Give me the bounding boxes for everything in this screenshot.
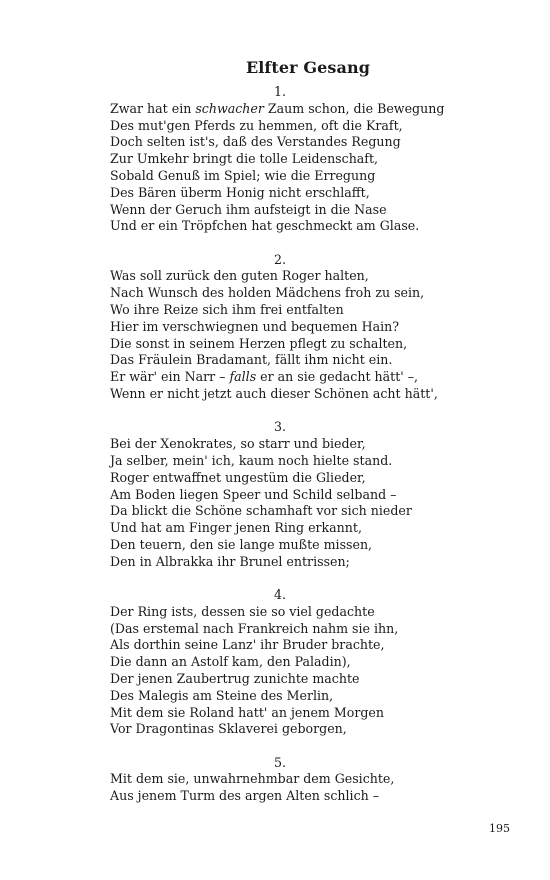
chapter-title: Elfter Gesang bbox=[245, 58, 371, 77]
stanza-number: 2. bbox=[273, 251, 287, 267]
verse-text: Ja selber, mein' ich, kaum noch hielte stand. bbox=[110, 452, 393, 468]
verse-line bbox=[110, 185, 510, 202]
stanza bbox=[110, 84, 510, 235]
verse-line bbox=[110, 554, 510, 571]
verse-text: Zur Umkehr bringt die tolle Leidenschaft, bbox=[110, 151, 379, 167]
verse-text: Bei der Xenokrates, so starr und bieder, bbox=[110, 436, 366, 452]
verse-line bbox=[110, 134, 510, 151]
stanza-number: 4. bbox=[273, 587, 287, 603]
verse-line bbox=[110, 688, 510, 705]
verse-text: Zwar hat ein bbox=[110, 100, 196, 116]
verse-text: Den teuern, den sie lange mußte missen, bbox=[110, 536, 373, 552]
verse-text: Und hat am Finger jenen Ring erkannt, bbox=[110, 520, 362, 536]
verse-line bbox=[110, 151, 510, 168]
verse-text: Roger entwaffnet ungestüm die Glieder, bbox=[110, 469, 366, 485]
verse-line bbox=[110, 369, 510, 386]
verse-text: er an sie gedacht hätt' –, bbox=[256, 369, 419, 385]
verse-line bbox=[110, 218, 510, 235]
emphasized-word: falls bbox=[229, 369, 257, 385]
verse-text: Wo ihre Reize sich ihm frei entfalten bbox=[110, 302, 344, 318]
verse-line bbox=[110, 621, 510, 638]
stanza-number: 1. bbox=[273, 84, 287, 99]
verse-line bbox=[110, 637, 510, 654]
verse-line bbox=[110, 302, 510, 319]
verse-line bbox=[110, 268, 510, 285]
verse-line bbox=[110, 285, 510, 302]
verse-text: Mit dem sie Roland hatt' an jenem Morgen bbox=[110, 704, 384, 720]
verse-text: Vor Dragontinas Sklaverei geborgen, bbox=[110, 721, 347, 737]
stanza-number: 5. bbox=[273, 754, 287, 770]
verse-text: Mit dem sie, unwahrnehmbar dem Gesichte, bbox=[110, 771, 395, 787]
verse-line bbox=[110, 503, 510, 520]
stanza-number: 3. bbox=[273, 419, 287, 435]
verse-text: Die dann an Astolf kam, den Paladin), bbox=[110, 654, 351, 670]
verse-line bbox=[110, 118, 510, 135]
verse-line bbox=[110, 721, 510, 738]
stanza bbox=[110, 252, 510, 403]
verse-line bbox=[110, 604, 510, 621]
verse-line bbox=[110, 470, 510, 487]
verse-line bbox=[110, 202, 510, 219]
verse-line bbox=[110, 520, 510, 537]
poem-body bbox=[110, 84, 510, 822]
verse-text: Das Fräulein Bradamant, fällt ihm nicht ein. bbox=[110, 352, 393, 368]
verse-line bbox=[110, 336, 510, 353]
verse-text: Wenn er nicht jetzt auch dieser Schönen acht hätt', bbox=[110, 386, 438, 402]
stanza bbox=[110, 587, 510, 738]
stanza bbox=[110, 755, 510, 805]
verse-line bbox=[110, 654, 510, 671]
verse-text: Am Boden liegen Speer und Schild selband – bbox=[110, 486, 397, 502]
verse-line bbox=[110, 101, 510, 118]
verse-text: Hier im verschwiegnen und bequemen Hain? bbox=[110, 318, 399, 334]
verse-text: Da blickt die Schöne schamhaft vor sich nieder bbox=[110, 503, 412, 519]
emphasized-word: schwacher bbox=[195, 100, 264, 116]
verse-line bbox=[110, 453, 510, 470]
verse-text: Nach Wunsch des holden Mädchens froh zu sein, bbox=[110, 285, 425, 301]
verse-text: Sobald Genuß im Spiel; wie die Erregung bbox=[110, 167, 376, 183]
verse-line bbox=[110, 168, 510, 185]
verse-line bbox=[110, 788, 510, 805]
verse-line bbox=[110, 352, 510, 369]
verse-text: Zaum schon, die Bewegung bbox=[263, 100, 445, 116]
verse-text: Den in Albrakka ihr Brunel entrissen; bbox=[110, 553, 350, 569]
verse-text: Des Bären überm Honig nicht erschlafft, bbox=[110, 184, 370, 200]
verse-line bbox=[110, 537, 510, 554]
verse-line bbox=[110, 771, 510, 788]
verse-text: Aus jenem Turm des argen Alten schlich – bbox=[110, 788, 380, 804]
page-number: 195 bbox=[489, 822, 510, 835]
verse-line bbox=[110, 705, 510, 722]
verse-text: Die sonst in seinem Herzen pflegt zu schalten, bbox=[110, 335, 408, 351]
verse-line bbox=[110, 386, 510, 403]
verse-line bbox=[110, 487, 510, 504]
verse-text: Als dorthin seine Lanz' ihr Bruder brachte, bbox=[110, 637, 385, 653]
verse-line bbox=[110, 671, 510, 688]
verse-text: Was soll zurück den guten Roger halten, bbox=[110, 268, 369, 284]
verse-text: Des mut'gen Pferds zu hemmen, oft die Kraft, bbox=[110, 117, 403, 133]
verse-text: Doch selten ist's, daß des Verstandes Regung bbox=[110, 134, 401, 150]
verse-text: Er wär' ein Narr – bbox=[110, 369, 230, 385]
verse-text: (Das erstemal nach Frankreich nahm sie ihn, bbox=[110, 620, 399, 636]
verse-text: Und er ein Tröpfchen hat geschmeckt am Glase. bbox=[110, 218, 420, 234]
verse-text: Wenn der Geruch ihm aufsteigt in die Nase bbox=[110, 201, 387, 217]
stanza bbox=[110, 419, 510, 570]
verse-text: Der jenen Zaubertrug zunichte machte bbox=[110, 671, 360, 686]
verse-line bbox=[110, 319, 510, 336]
verse-text: Der Ring ists, dessen sie so viel gedachte bbox=[110, 603, 375, 619]
verse-text: Des Malegis am Steine des Merlin, bbox=[110, 687, 334, 703]
verse-line bbox=[110, 436, 510, 453]
